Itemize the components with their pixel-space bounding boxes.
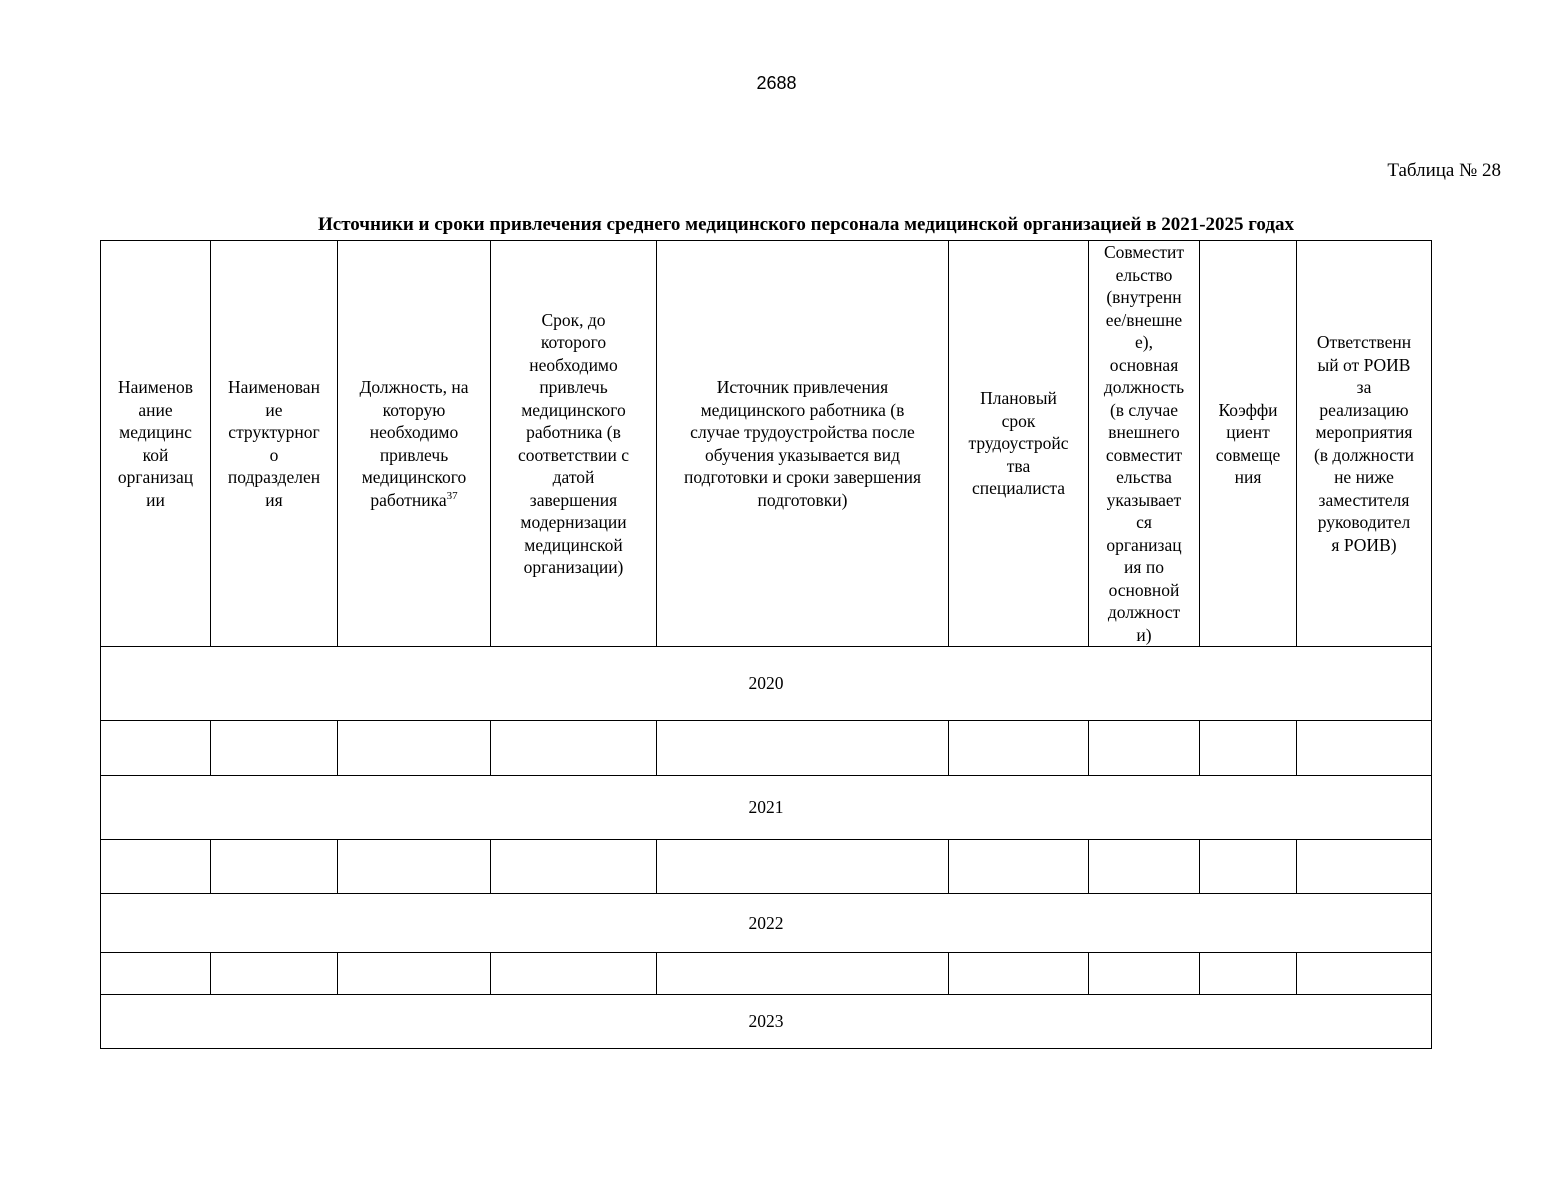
col-header-organization: Наименов ание медицинс кой организац ии [101,241,211,647]
year-row-2022 [101,894,1432,953]
year-row-2021 [101,776,1432,840]
table-header-row [101,241,1432,647]
year-label: 2021 [101,776,1432,840]
col-header-position: Должность, на которую необходимо привлечь медицинского работника$^{37}$ [338,241,491,647]
table-title: Источники и сроки привлечения среднего медицинского персонала медицинской организацией в 2021-2025 годах [317,214,1294,235]
table-row [101,721,1432,776]
table-label: Таблица № 28 [1387,160,1501,181]
table-cell [491,953,657,995]
table-cell [101,840,211,894]
table-cell [338,840,491,894]
year-label: 2023 [101,995,1432,1049]
table-cell [657,953,949,995]
table-cell [1089,840,1200,894]
page-number: 2688 [756,73,797,93]
table-cell [949,953,1089,995]
table-cell [338,953,491,995]
table-cell [101,953,211,995]
table-cell [211,721,338,776]
table-cell [1089,953,1200,995]
col-header-coefficient: Коэффи циент совмеще ния [1200,241,1297,647]
table-cell [1297,721,1432,776]
col-header-deadline: Срок, до которого необходимо привлечь медицинского работника (в соответствии с датой завершения модернизации медицинской организации) [491,241,657,647]
table-cell [1297,840,1432,894]
col-header-responsible: Ответственн ый от РОИВ за реализацию мероприятия (в должности не ниже заместителя руководител я РОИВ) [1297,241,1432,647]
table-row [101,953,1432,995]
table-cell [949,721,1089,776]
table-cell [657,721,949,776]
col-header-combination: Совместит ельство (внутренн ее/внешне е), основная должность (в случае внешнего совместит ельства указывает ся организац ия по основной должност и) [1089,241,1200,647]
table-cell [491,721,657,776]
col-header-planned-date: Плановый срок трудоустройс тва специалиста [949,241,1089,647]
table-cell [657,840,949,894]
table-cell [491,840,657,894]
table-cell [211,953,338,995]
table-cell [338,721,491,776]
table-cell [1200,721,1297,776]
col-header-source: Источник привлечения медицинского работника (в случае трудоустройства после обучения указывается вид подготовки и сроки завершения подготовки) [657,241,949,647]
col-header-department: Наименован ие структурног о подразделен ия [211,241,338,647]
footnote-marker: 37 [446,489,458,502]
sources-table [100,240,1432,1049]
year-label: 2022 [101,894,1432,953]
table-cell [1200,953,1297,995]
year-row-2023 [101,995,1432,1049]
table-row [101,840,1432,894]
table-cell [949,840,1089,894]
table-cell [101,721,211,776]
table-cell [211,840,338,894]
table-cell [1200,840,1297,894]
year-row-2020 [101,647,1432,721]
year-label: 2020 [101,647,1432,721]
table-cell [1297,953,1432,995]
table-cell [1089,721,1200,776]
